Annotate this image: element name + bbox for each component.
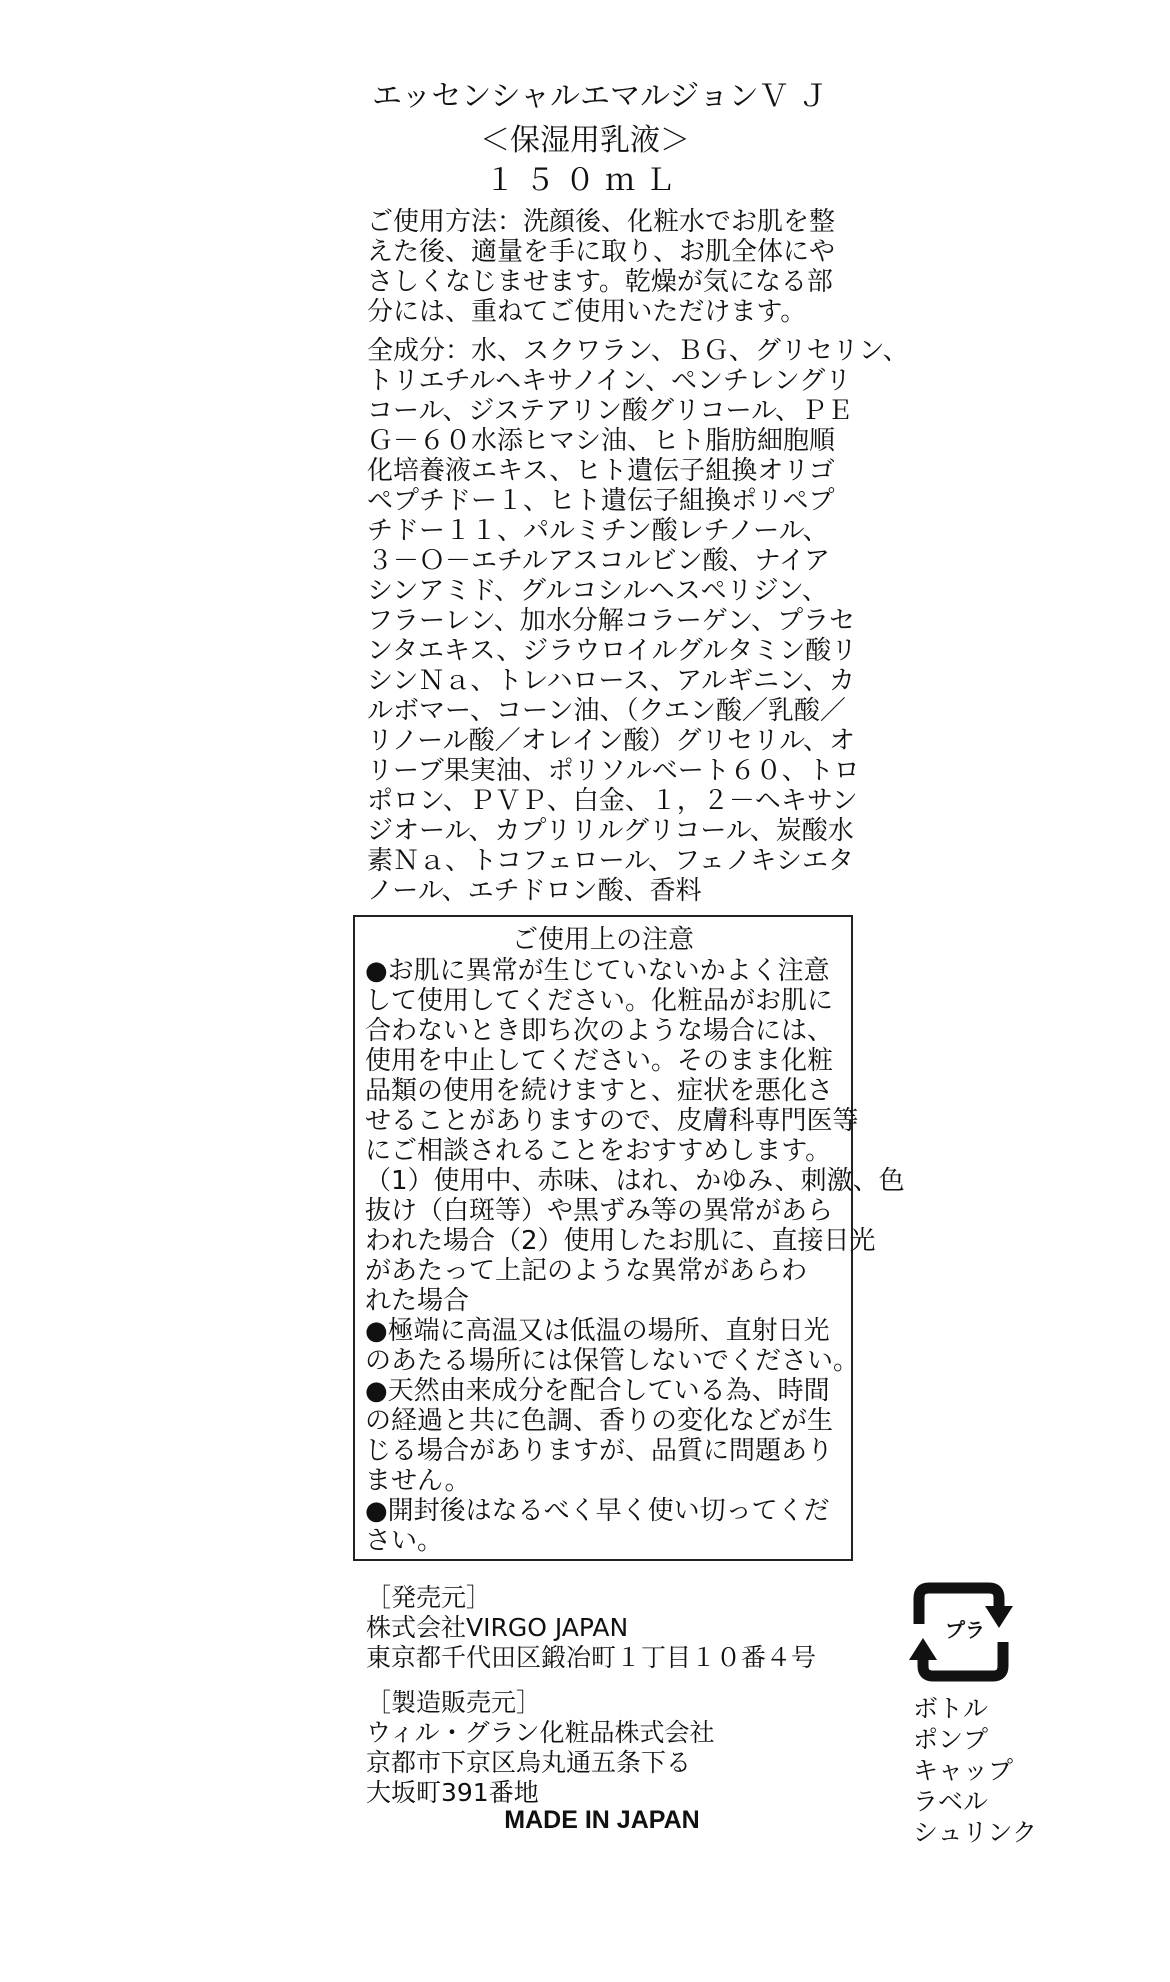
product-volume: １５０ｍＬ xyxy=(485,163,685,198)
ingredients-list xyxy=(367,336,909,906)
precautions-line: の経過と共に色調、香りの変化などが生 xyxy=(365,1406,834,1436)
precautions-line: れた場合 xyxy=(365,1286,470,1316)
seller-name: 株式会社VIRGO JAPAN xyxy=(366,1613,629,1642)
precautions-line: があたって上記のような異常があらわ xyxy=(365,1256,808,1286)
precautions-line: のあたる場所には保管しないでください。 xyxy=(365,1346,860,1376)
ingredients-line: ジオール、カプリリルグリコール、炭酸水 xyxy=(367,816,854,846)
made-in-label: MADE IN JAPAN xyxy=(504,1806,700,1834)
ingredients-line: ノール、エチドロン酸、香料 xyxy=(367,876,702,906)
manufacturer-address: 大坂町391番地 xyxy=(366,1778,539,1807)
precautions-line: 抜け（白斑等）や黒ずみ等の異常があら xyxy=(365,1196,834,1226)
usage-line: ご使用方法：洗顔後、化粧水でお肌を整 xyxy=(367,207,836,237)
precautions-line: ●極端に高温又は低温の場所、直射日光 xyxy=(365,1316,830,1346)
recycle-mark-text: プラ xyxy=(945,1618,985,1642)
ingredients-line: ポロン、ＰＶＰ、白金、１，２－ヘキサン xyxy=(367,786,858,816)
precautions-line: （1）使用中、赤味、はれ、かゆみ、刺激、色 xyxy=(365,1166,905,1196)
ingredients-line: シンＮａ、トレハロース、アルギニン、カ xyxy=(367,666,855,696)
precautions-line: 合わないとき即ち次のような場合には、 xyxy=(365,1016,834,1046)
precautions-line: さい。 xyxy=(365,1526,444,1556)
ingredients-line: チドー１１、パルミチン酸レチノール、 xyxy=(367,516,829,546)
precautions-title: ご使用上の注意 xyxy=(511,925,694,955)
precautions-box xyxy=(353,915,905,1561)
ingredients-line: ルボマー、コーン油、（クエン酸／乳酸／ xyxy=(367,696,846,726)
manufacturer-address: 京都市下京区烏丸通五条下る xyxy=(366,1748,692,1777)
precautions-line: われた場合（2）使用したお肌に、直接日光 xyxy=(365,1226,876,1256)
precautions-line: 品類の使用を続けますと、症状を悪化さ xyxy=(365,1076,834,1106)
seller-label: ［発売元］ xyxy=(366,1583,492,1612)
ingredients-line: シンアミド、グルコシルヘスペリジン、 xyxy=(367,576,828,606)
ingredients-line: トリエチルヘキサノイン、ペンチレングリ xyxy=(367,366,852,396)
ingredients-line: リノール酸／オレイン酸）グリセリル、オ xyxy=(367,726,856,756)
seller-info xyxy=(366,1583,866,1673)
ingredients-line: 化培養液エキス、ヒト遺伝子組換オリゴ xyxy=(367,456,835,486)
ingredients-line: ３－Ｏ－エチルアスコルビン酸、ナイア xyxy=(367,546,831,576)
precautions-line: じる場合がありますが、品質に問題あり xyxy=(365,1436,834,1466)
precautions-line: ●開封後はなるべく早く使い切ってくだ xyxy=(365,1496,830,1526)
usage-directions xyxy=(367,207,847,327)
manufacturer-name: ウィル・グラン化粧品株式会社 xyxy=(366,1718,715,1747)
precautions-line: にご相談されることをおすすめします。 xyxy=(365,1136,832,1166)
ingredients-line: 全成分：水、スクワラン、ＢＧ、グリセリン、 xyxy=(367,336,909,366)
precautions-line: せることがありますので、皮膚科専門医等 xyxy=(365,1106,859,1136)
ingredients-line: コール、ジステアリン酸グリコール、ＰＥ xyxy=(367,396,853,426)
recyclable-part: ポンプ xyxy=(913,1725,989,1754)
usage-line: えた後、適量を手に取り、お肌全体にや xyxy=(367,237,836,267)
ingredients-line: Ｇ－６０水添ヒマシ油、ヒト脂肪細胞順 xyxy=(367,426,836,456)
ingredients-line: ンタエキス、ジラウロイルグルタミン酸リ xyxy=(367,636,858,666)
recyclable-part: ラベル xyxy=(913,1787,989,1816)
precautions-line: 使用を中止してください。そのまま化粧 xyxy=(365,1046,834,1076)
recyclable-parts-list xyxy=(913,1693,1113,1848)
usage-line: 分には、重ねてご使用いただけます。 xyxy=(367,297,807,327)
precautions-line: ません。 xyxy=(365,1466,471,1496)
precautions-body xyxy=(365,956,905,1556)
manufacturer-label: ［製造販売元］ xyxy=(366,1688,542,1717)
recyclable-part: シュリンク xyxy=(913,1818,1038,1847)
precautions-line: ●天然由来成分を配合している為、時間 xyxy=(365,1376,830,1406)
ingredients-line: フラーレン、加水分解コラーゲン、プラセ xyxy=(367,606,856,636)
precautions-line: して使用してください。化粧品がお肌に xyxy=(365,986,834,1016)
product-name: エッセンシャルエマルジョンＶ Ｊ xyxy=(372,79,829,114)
manufacturer-info xyxy=(366,1688,866,1808)
seller-address: 東京都千代田区鍛冶町１丁目１０番４号 xyxy=(366,1643,817,1672)
usage-line: さしくなじませます。乾燥が気になる部 xyxy=(367,267,833,297)
precautions-line: ●お肌に異常が生じていないかよく注意 xyxy=(365,956,830,986)
recyclable-part: ボトル xyxy=(913,1694,989,1723)
ingredients-line: 素Ｎａ、トコフェロール、フェノキシエタ xyxy=(367,846,854,876)
recyclable-part: キャップ xyxy=(913,1756,1014,1785)
ingredients-line: ペプチドー１、ヒト遺伝子組換ポリペプ xyxy=(367,486,835,516)
ingredients-line: リーブ果実油、ポリソルベート６０、トロ xyxy=(367,756,860,786)
product-type: ＜保湿用乳液＞ xyxy=(480,123,690,158)
